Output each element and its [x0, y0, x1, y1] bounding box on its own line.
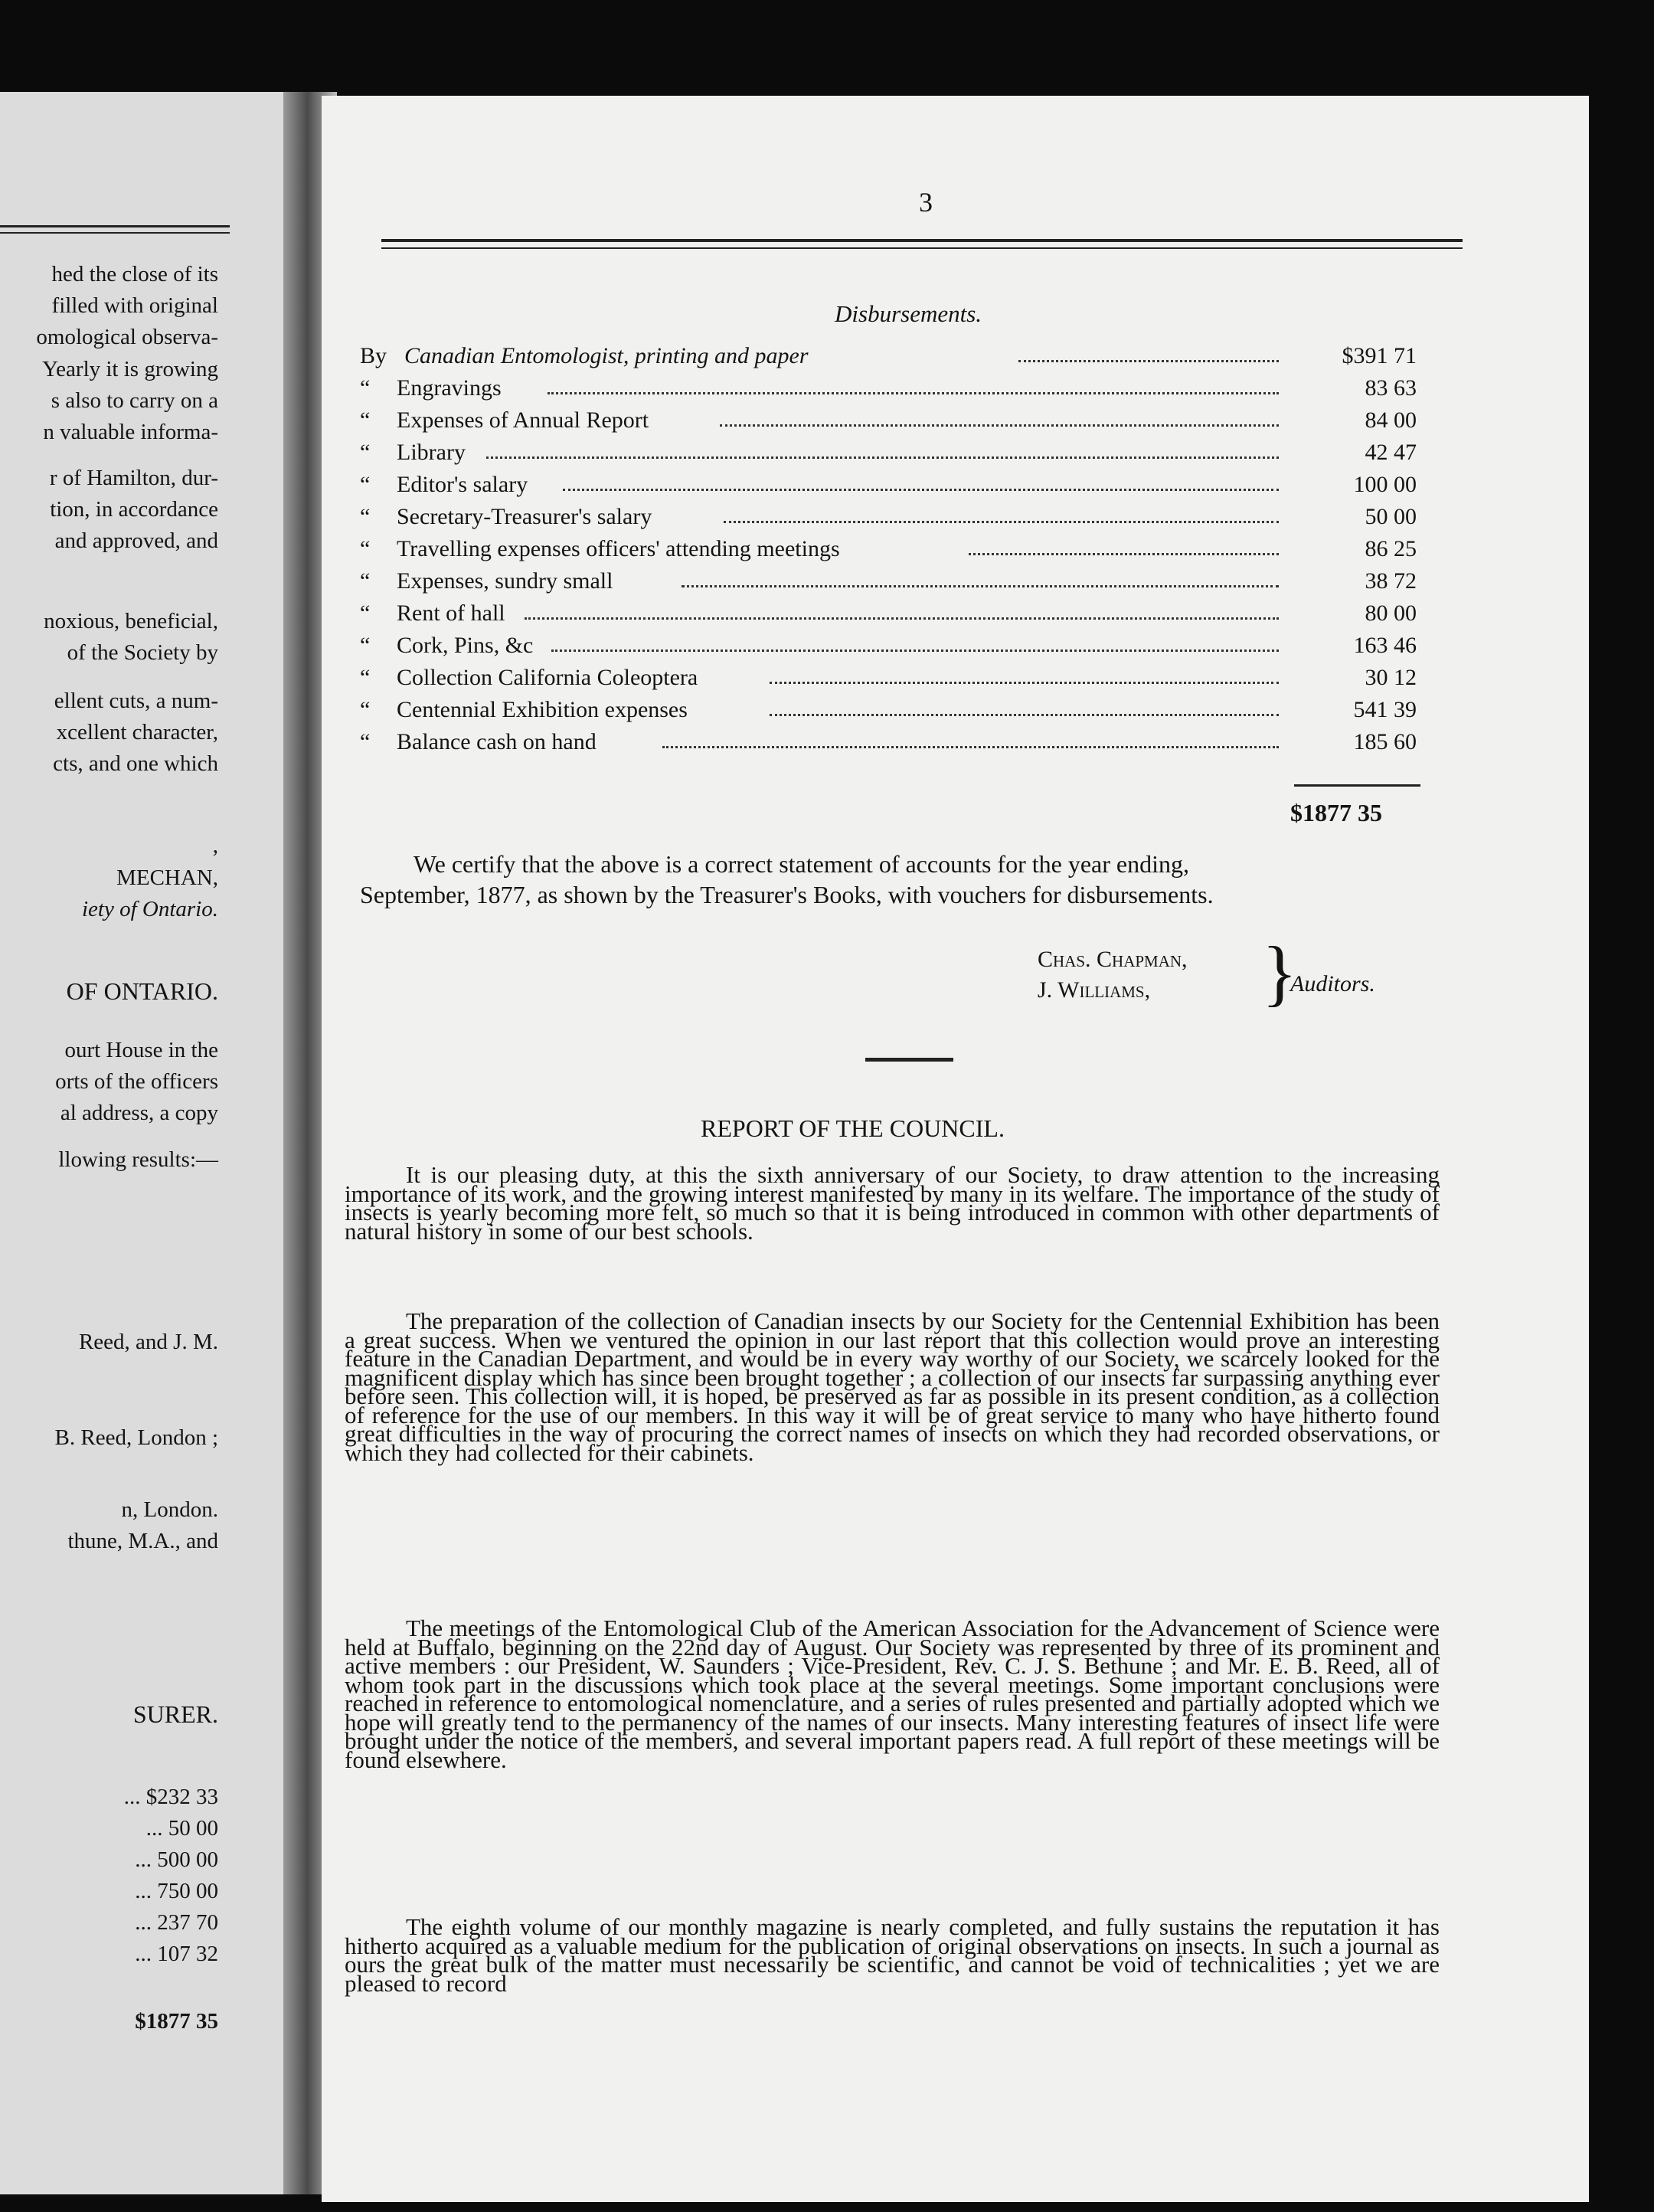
row-prefix: “ — [360, 568, 371, 594]
council-paragraph — [345, 1913, 1440, 1997]
row-amount: 42 47 — [1365, 440, 1417, 465]
left-line: Reed, and J. M. — [78, 1330, 218, 1354]
left-line: ... 50 00 — [145, 1816, 218, 1841]
leader-dots — [720, 424, 1279, 427]
leader-dots — [770, 682, 1279, 684]
row-amount: 84 00 — [1365, 407, 1417, 433]
left-line: ... $232 33 — [123, 1785, 218, 1809]
row-prefix: “ — [360, 697, 371, 722]
left-line: orts of the officers — [55, 1069, 218, 1094]
left-line: tion, in accordance — [50, 497, 218, 522]
leader-dots — [563, 489, 1279, 491]
left-line: al address, a copy — [60, 1101, 218, 1125]
row-prefix: By — [360, 343, 387, 368]
row-label: Travelling expenses officers' attending meetings — [397, 536, 840, 561]
disbursement-row — [360, 504, 1417, 535]
left-line: ellent cuts, a num- — [54, 689, 218, 713]
leader-dots — [486, 456, 1279, 459]
disbursement-row — [360, 633, 1417, 663]
row-label: Editor's salary — [397, 472, 528, 497]
council-paragraph — [345, 1307, 1440, 1466]
row-label: Expenses of Annual Report — [397, 407, 649, 433]
row-label: Canadian Entomologist, printing and paper — [404, 343, 809, 368]
row-amount: 163 46 — [1353, 633, 1417, 658]
row-prefix: “ — [360, 472, 371, 497]
disbursement-row — [360, 665, 1417, 695]
left-line: cts, and one which — [53, 751, 218, 776]
row-prefix: “ — [360, 504, 371, 529]
row-prefix: “ — [360, 633, 371, 658]
left-line: s also to carry on a — [51, 388, 218, 413]
disbursements-heading: Disbursements. — [835, 300, 982, 327]
header-rule — [381, 247, 1463, 249]
certification-text: We certify that the above is a correct statement of accounts for the year ending, — [414, 850, 1189, 878]
disbursement-row — [360, 440, 1417, 470]
left-rule — [0, 225, 230, 227]
header-rule — [381, 239, 1463, 242]
left-line: ... 750 00 — [135, 1879, 218, 1903]
row-amount: 86 25 — [1365, 536, 1417, 561]
row-label: Cork, Pins, &c — [397, 633, 534, 658]
left-line: n valuable informa- — [43, 420, 218, 444]
row-amount: 185 60 — [1353, 729, 1417, 754]
certification-text: September, 1877, as shown by the Treasurer's Books, with vouchers for disbursements. — [360, 881, 1214, 908]
left-line: $1877 35 — [135, 2009, 218, 2034]
leader-dots — [551, 650, 1279, 652]
total-rule — [1294, 784, 1420, 787]
row-label: Secretary-Treasurer's salary — [397, 504, 652, 529]
row-label: Library — [397, 440, 466, 465]
left-page-fragment — [0, 92, 318, 2194]
row-prefix: “ — [360, 440, 371, 465]
left-line: ... 107 32 — [135, 1942, 218, 1966]
row-amount: 541 39 — [1353, 697, 1417, 722]
row-label: Expenses, sundry small — [397, 568, 613, 594]
row-label: Collection California Coleoptera — [397, 665, 698, 690]
auditors-brace: } — [1262, 931, 1298, 1013]
row-amount: 38 72 — [1365, 568, 1417, 594]
left-line: noxious, beneficial, — [44, 609, 218, 633]
disbursement-row — [360, 536, 1417, 567]
left-line: ... 237 70 — [135, 1910, 218, 1935]
left-line: r of Hamilton, dur- — [49, 466, 218, 490]
paragraph-text: The eighth volume of our monthly magazine is nearly completed, and fully sustains the reputation it has hitherto acquired as a valuable medium for the publication of original observations on insects. In such a journal as ours the great bulk of the matter must necessarily be scientific, and cannot be void of technicalities ; yet we are pleased to record — [345, 1913, 1440, 1997]
leader-dots — [682, 585, 1279, 587]
row-label: Engravings — [397, 375, 502, 401]
left-line: thune, M.A., and — [67, 1529, 218, 1553]
row-prefix: “ — [360, 665, 371, 690]
disbursement-row — [360, 729, 1417, 760]
disbursement-row — [360, 343, 1417, 374]
left-line: ourt House in the — [64, 1038, 218, 1062]
auditors-label: Auditors. — [1290, 971, 1375, 996]
leader-dots — [662, 746, 1279, 748]
row-amount: 83 63 — [1365, 375, 1417, 401]
disbursement-row — [360, 407, 1417, 438]
left-line: , — [212, 833, 218, 858]
left-line: llowing results:— — [58, 1147, 218, 1172]
row-label: Rent of hall — [397, 600, 505, 626]
left-line: n, London. — [121, 1497, 218, 1522]
council-report-heading: REPORT OF THE COUNCIL. — [701, 1114, 1005, 1142]
left-line: OF ONTARIO. — [66, 977, 218, 1005]
paragraph-text: The preparation of the collection of Canadian insects by our Society for the Centennial Exhibition has been a great success. When we ventured the opinion in our last report that this collection would prove an interesting feature in the Canadian Department, and would be in every way worthy of our Society, we scarcely looked for the magnificent display which has since been brought together ; a collection of our insects far surpassing anything ever before seen. This collection will, it is hoped, be preserved as far as possible in its present condition, as a collection of reference for the use of our members. In this way it will be of great service to many who have hitherto found great difficulties in the way of procuring the correct names of insects on which they had recorded observations, or which they had collected for their cabinets. — [345, 1307, 1440, 1466]
left-line: ... 500 00 — [135, 1847, 218, 1872]
disbursement-row — [360, 568, 1417, 599]
disbursement-row — [360, 375, 1417, 406]
left-line: of the Society by — [67, 640, 218, 665]
left-line: B. Reed, London ; — [54, 1425, 218, 1450]
row-amount: 100 00 — [1353, 472, 1417, 497]
row-prefix: “ — [360, 536, 371, 561]
left-line: and approved, and — [54, 528, 218, 553]
paragraph-text: The meetings of the Entomological Club of the American Association for the Advancement of Science were held at Buffalo, beginning on the 22nd day of August. Our Society was represented by three of its prominent and active members : our President, W. Saunders ; Vice-President, Rev. C. J. S. Bethune ; and Mr. E. B. Reed, all of whom took part in the discussions which took place at the several meetings. Some important conclusions were reached in reference to entomological nomenclature, and a series of rules presented and partially adopted which we hope will greatly tend to the permanency of the names of our insects. Many interesting features of insect life were brought under the notice of the members, and several important papers read. A full report of these meetings will be found elsewhere. — [345, 1615, 1440, 1773]
leader-dots — [969, 553, 1279, 555]
paragraph-text: It is our pleasing duty, at this the sixth anniversary of our Society, to draw attention to the increasing importance of its work, and the growing interest manifested by many in its welfare. The importance of the study of insects is yearly becoming more felt, so much so that it is being introduced in common with other departments of natural history in some of our best schools. — [345, 1161, 1440, 1245]
leader-dots — [1018, 360, 1279, 362]
row-prefix: “ — [360, 375, 371, 401]
left-line: Yearly it is growing — [42, 357, 218, 381]
left-line: filled with original — [51, 293, 218, 318]
disbursement-row — [360, 600, 1417, 631]
auditor-name: J. Williams, — [1038, 977, 1151, 1003]
row-amount: 30 12 — [1365, 665, 1417, 690]
auditor-name: Chas. Chapman, — [1038, 947, 1188, 972]
council-paragraph — [345, 1161, 1440, 1245]
leader-dots — [525, 617, 1279, 620]
left-line: SURER. — [132, 1700, 218, 1728]
leader-dots — [724, 521, 1279, 523]
left-line: hed the close of its — [51, 262, 218, 286]
row-label: Centennial Exhibition expenses — [397, 697, 688, 722]
disbursements-total: $1877 35 — [1290, 799, 1382, 826]
council-paragraph — [345, 1615, 1440, 1773]
row-label: Balance cash on hand — [397, 729, 597, 754]
leader-dots — [548, 392, 1279, 394]
leader-dots — [770, 714, 1279, 716]
row-prefix: “ — [360, 600, 371, 626]
row-amount: $391 71 — [1342, 343, 1417, 368]
left-line: iety of Ontario. — [81, 897, 218, 921]
row-prefix: “ — [360, 407, 371, 433]
row-prefix: “ — [360, 729, 371, 754]
left-line: xcellent character, — [56, 720, 218, 744]
disbursement-row — [360, 697, 1417, 728]
left-line: MECHAN, — [116, 865, 218, 890]
left-line: omological observa- — [36, 325, 218, 349]
row-amount: 50 00 — [1365, 504, 1417, 529]
row-amount: 80 00 — [1365, 600, 1417, 626]
left-rule — [0, 232, 230, 234]
section-divider — [865, 1058, 953, 1062]
disbursement-row — [360, 472, 1417, 502]
page-number: 3 — [919, 187, 933, 218]
